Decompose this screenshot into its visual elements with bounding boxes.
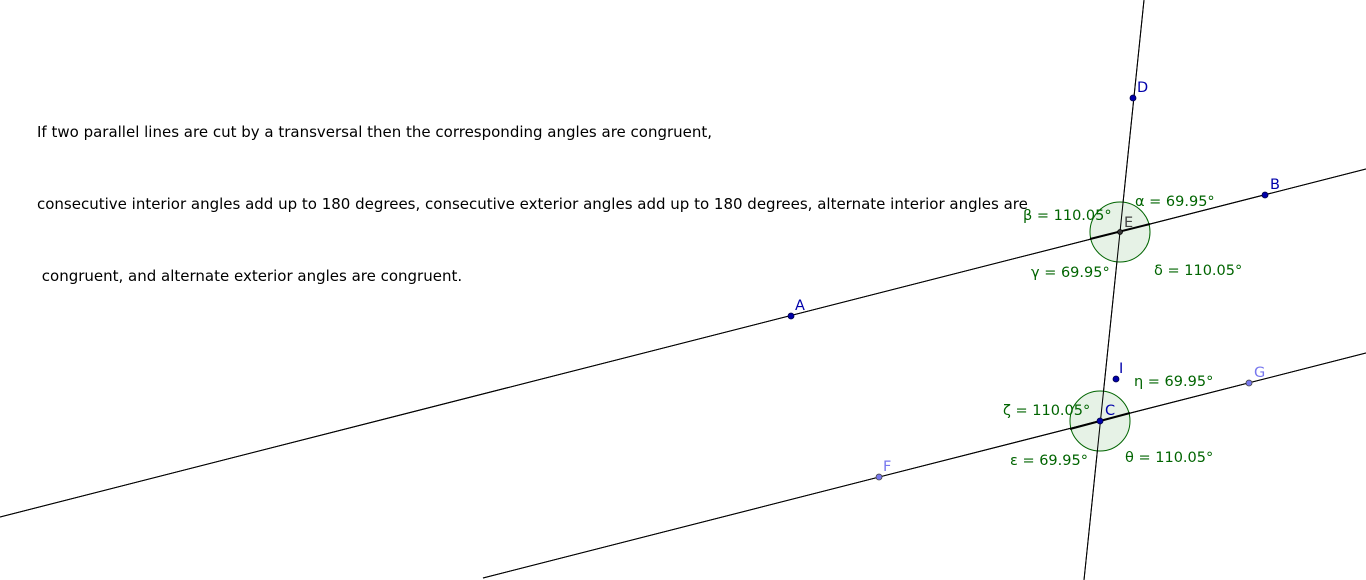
angle-label-delta: δ = 110.05°	[1154, 263, 1243, 279]
angle-label-gamma: γ = 69.95°	[1031, 265, 1110, 281]
angle-label-epsilon: ε = 69.95°	[1010, 453, 1088, 469]
point-F[interactable]	[876, 474, 882, 480]
angle-label-eta: η = 69.95°	[1134, 374, 1214, 390]
angle-label-beta: β = 110.05°	[1023, 208, 1112, 224]
label-F: F	[883, 459, 892, 475]
point-E[interactable]	[1118, 230, 1123, 235]
description-line-3: congruent, and alternate exterior angles are congruent.	[37, 267, 463, 285]
label-E: E	[1124, 215, 1134, 231]
point-C[interactable]	[1097, 418, 1103, 424]
angle-label-alpha: α = 69.95°	[1135, 194, 1215, 210]
description-line-1: If two parallel lines are cut by a transversal then the corresponding angles are congruent,	[37, 123, 713, 141]
point-G[interactable]	[1246, 380, 1252, 386]
description-line-2: consecutive interior angles add up to 180 degrees, consecutive exterior angles add up to 180 degrees, alternate interior angles are	[37, 195, 1028, 213]
label-G: G	[1254, 365, 1266, 381]
label-I: I	[1119, 361, 1124, 377]
label-D: D	[1137, 80, 1149, 96]
label-A: A	[795, 298, 805, 314]
point-B[interactable]	[1262, 192, 1268, 198]
angle-label-zeta: ζ = 110.05°	[1003, 403, 1091, 419]
label-C: C	[1105, 403, 1116, 419]
angle-label-theta: θ = 110.05°	[1125, 450, 1214, 466]
transversal-overlay	[1084, 0, 1144, 580]
point-D[interactable]	[1130, 95, 1136, 101]
line-FG-overlay	[483, 353, 1366, 578]
point-A[interactable]	[788, 313, 794, 319]
label-B: B	[1270, 177, 1280, 193]
